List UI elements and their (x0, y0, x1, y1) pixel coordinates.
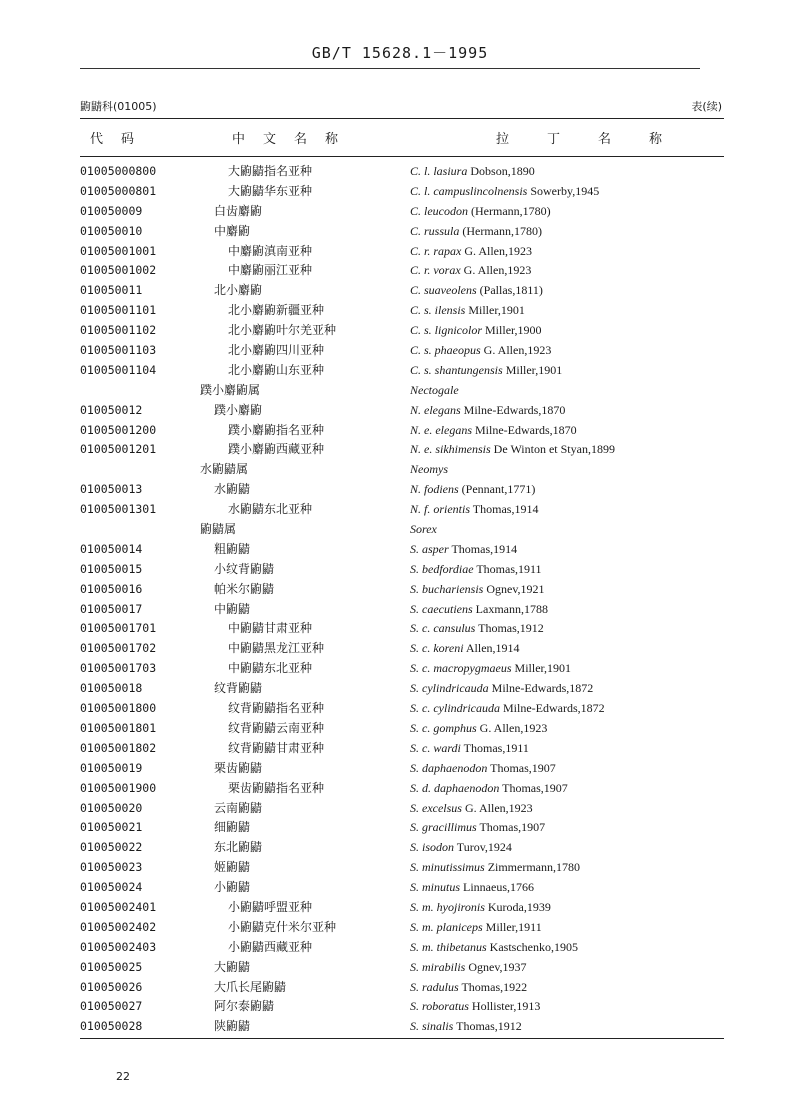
taxon-code: 01005000801 (80, 183, 157, 198)
chinese-name: 陕鼩鼱 (214, 1019, 251, 1034)
taxon-code: 010050024 (80, 880, 143, 895)
taxon-code: 01005001102 (80, 323, 157, 338)
authority: Kuroda,1939 (484, 899, 551, 914)
scientific-name: C. russula (410, 223, 460, 238)
table-row (80, 779, 724, 799)
scientific-name: Nectogale (410, 382, 459, 397)
latin-name (410, 421, 730, 441)
chinese-name: 纹背鼩鼱甘肃亚种 (228, 740, 325, 755)
header-latin-name: 拉丁名称 (496, 132, 701, 147)
scientific-name: S. isodon (410, 840, 455, 855)
chinese-name: 水鼩鼱属 (200, 462, 249, 477)
latin-name (410, 739, 730, 759)
latin-name (410, 540, 730, 560)
table-header-rule (80, 156, 724, 157)
authority: Thomas,1914 (470, 502, 539, 517)
chinese-name: 细鼩鼱 (214, 820, 251, 835)
authority: (Hermann,1780) (468, 203, 551, 218)
scientific-name: S. excelsus (410, 800, 462, 815)
latin-name (410, 838, 730, 858)
chinese-name: 姬鼩鼱 (214, 860, 251, 875)
scientific-name: C. suaveolens (410, 283, 477, 298)
chinese-name: 小纹背鼩鼱 (214, 561, 275, 576)
header-chinese-name: 中文名称 (232, 132, 357, 147)
authority: (Hermann,1780) (459, 223, 542, 238)
taxon-code: 010050009 (80, 203, 143, 218)
chinese-name: 纹背鼩鼱云南亚种 (228, 720, 325, 735)
authority: Milne-Edwards,1872 (499, 701, 605, 716)
taxon-code: 010050021 (80, 820, 143, 835)
authority: Thomas,1922 (458, 979, 528, 994)
chinese-name: 中麝鼩 (214, 223, 251, 238)
latin-name (410, 242, 730, 262)
table-row (80, 759, 724, 779)
latin-name (410, 321, 730, 341)
authority: Turov,1924 (454, 840, 512, 855)
scientific-name: N. f. orientis (410, 502, 471, 517)
chinese-name: 小鼩鼱 (214, 880, 251, 895)
latin-name (410, 182, 730, 202)
authority: Milne-Edwards,1870 (460, 402, 566, 417)
table-row (80, 898, 724, 918)
latin-name (410, 440, 730, 460)
table-row (80, 222, 724, 242)
scientific-name: S. roboratus (410, 999, 469, 1014)
scientific-name: S. minutus (410, 880, 461, 895)
table-row (80, 997, 724, 1017)
table-row (80, 580, 724, 600)
scientific-name: C. l. campuslincolnensis (410, 183, 528, 198)
chinese-name: 小鼩鼱克什米尔亚种 (228, 919, 337, 934)
authority: Laxmann,1788 (472, 601, 548, 616)
taxon-code: 01005001802 (80, 740, 157, 755)
latin-name (410, 381, 730, 401)
chinese-name: 北小麝鼩四川亚种 (228, 343, 325, 358)
taxon-code: 01005002403 (80, 939, 157, 954)
latin-name (410, 858, 730, 878)
latin-name (410, 639, 730, 659)
authority: Thomas,1907 (499, 780, 568, 795)
table-row (80, 321, 724, 341)
authority: Kastschenko,1905 (486, 939, 578, 954)
taxon-code: 010050014 (80, 541, 143, 556)
table-top-rule (80, 118, 724, 119)
table-row (80, 659, 724, 679)
latin-name (410, 938, 730, 958)
chinese-name: 中麝鼩滇南亚种 (228, 243, 313, 258)
chinese-name: 东北鼩鼱 (214, 840, 263, 855)
table-row (80, 858, 724, 878)
scientific-name: Sorex (410, 522, 437, 537)
table-row (80, 520, 724, 540)
taxon-code: 01005001801 (80, 720, 157, 735)
chinese-name: 鼩鼱属 (200, 522, 237, 537)
scientific-name: Neomys (410, 462, 448, 477)
latin-name (410, 619, 730, 639)
table-body (80, 162, 724, 1037)
scientific-name: S. cylindricauda (410, 681, 489, 696)
scientific-name: S. c. macropygmaeus (410, 661, 512, 676)
taxon-code: 01005002402 (80, 919, 157, 934)
taxon-code: 01005001001 (80, 243, 157, 258)
chinese-name: 大爪长尾鼩鼱 (214, 979, 287, 994)
chinese-name: 小鼩鼱呼盟亚种 (228, 899, 313, 914)
latin-name (410, 878, 730, 898)
scientific-name: S. buchariensis (410, 581, 484, 596)
table-row (80, 1017, 724, 1037)
scientific-name: C. s. ilensis (410, 303, 466, 318)
authority: Thomas,1911 (460, 740, 529, 755)
table-row (80, 719, 724, 739)
taxon-code: 01005001200 (80, 422, 157, 437)
authority: Dobson,1890 (467, 164, 535, 178)
taxon-code: 010050027 (80, 999, 143, 1014)
latin-name (410, 719, 730, 739)
table-row (80, 560, 724, 580)
latin-name (410, 480, 730, 500)
table-row (80, 679, 724, 699)
table-row (80, 440, 724, 460)
latin-name (410, 261, 730, 281)
taxon-code: 010050012 (80, 402, 143, 417)
scientific-name: C. r. vorax (410, 263, 461, 278)
scientific-name: S. m. thibetanus (410, 939, 487, 954)
latin-name (410, 341, 730, 361)
taxon-code: 010050020 (80, 800, 143, 815)
table-row (80, 421, 724, 441)
latin-name (410, 401, 730, 421)
chinese-name: 蹼小麝鼩指名亚种 (228, 422, 325, 437)
scientific-name: S. c. wardi (410, 740, 461, 755)
scientific-name: S. c. cylindricauda (410, 701, 500, 716)
chinese-name: 大鼩鼱指名亚种 (228, 164, 313, 178)
table-row (80, 480, 724, 500)
scientific-name: C. s. shantungensis (410, 362, 503, 377)
latin-name (410, 978, 730, 998)
table-row (80, 619, 724, 639)
family-label: 鼩鼱科(01005) (80, 100, 157, 113)
authority: Thomas,1911 (473, 561, 542, 576)
latin-name (410, 600, 730, 620)
taxon-code: 01005000800 (80, 164, 157, 178)
authority: (Pallas,1811) (476, 283, 543, 298)
table-row (80, 460, 724, 480)
chinese-name: 白齿麝鼩 (214, 203, 263, 218)
taxon-code: 01005001002 (80, 263, 157, 278)
table-row (80, 818, 724, 838)
taxon-code: 01005001702 (80, 641, 157, 656)
table-row (80, 918, 724, 938)
scientific-name: S. sinalis (410, 1019, 454, 1034)
continued-label: 表(续) (691, 100, 722, 113)
chinese-name: 北小麝鼩新疆亚种 (228, 303, 325, 318)
taxon-code: 010050017 (80, 601, 143, 616)
taxon-code: 010050018 (80, 681, 143, 696)
taxon-code: 01005001301 (80, 502, 157, 517)
latin-name (410, 818, 730, 838)
chinese-name: 栗齿鼩鼱指名亚种 (228, 780, 325, 795)
latin-name (410, 997, 730, 1017)
latin-name (410, 679, 730, 699)
taxon-code: 01005001900 (80, 780, 157, 795)
scientific-name: S. radulus (410, 979, 459, 994)
scientific-name: S. m. planiceps (410, 919, 483, 934)
authority: Thomas,1912 (475, 621, 544, 636)
taxon-code: 01005001104 (80, 362, 157, 377)
chinese-name: 中鼩鼱 (214, 601, 251, 616)
taxon-code: 01005002401 (80, 899, 157, 914)
authority: Miller,1911 (482, 919, 542, 934)
authority: Linnaeus,1766 (460, 880, 535, 895)
scientific-name: S. m. hyojironis (410, 899, 485, 914)
table-row (80, 401, 724, 421)
authority: Thomas,1907 (487, 760, 556, 775)
table-row (80, 600, 724, 620)
authority: G. Allen,1923 (480, 343, 552, 358)
table-row (80, 938, 724, 958)
chinese-name: 北小麝鼩 (214, 283, 263, 298)
chinese-name: 中鼩鼱黑龙江亚种 (228, 641, 325, 656)
scientific-name: N. e. sikhimensis (410, 442, 491, 457)
chinese-name: 粗鼩鼱 (214, 541, 251, 556)
taxon-code: 010050023 (80, 860, 143, 875)
scientific-name: C. s. lignicolor (410, 323, 483, 338)
table-row (80, 202, 724, 222)
scientific-name: S. d. daphaenodon (410, 780, 500, 795)
standard-number: GB/T 15628.1－1995 (311, 44, 489, 62)
table-row (80, 838, 724, 858)
table-row (80, 799, 724, 819)
authority: G. Allen,1923 (476, 720, 548, 735)
latin-name (410, 281, 730, 301)
latin-name (410, 580, 730, 600)
scientific-name: S. bedfordiae (410, 561, 474, 576)
scientific-name: C. r. rapax (410, 243, 462, 258)
header-code: 代码 (90, 132, 153, 147)
table-row (80, 381, 724, 401)
authority: Miller,1901 (465, 303, 525, 318)
latin-name (410, 500, 730, 520)
table-row (80, 242, 724, 262)
table-row (80, 540, 724, 560)
taxon-code: 01005001103 (80, 343, 157, 358)
scientific-name: N. elegans (410, 402, 461, 417)
table-row (80, 341, 724, 361)
taxon-code: 010050019 (80, 760, 143, 775)
latin-name (410, 301, 730, 321)
chinese-name: 阿尔泰鼩鼱 (214, 999, 275, 1014)
latin-name (410, 799, 730, 819)
taxon-code: 01005001800 (80, 701, 157, 716)
scientific-name: S. caecutiens (410, 601, 473, 616)
scientific-name: C. leucodon (410, 203, 468, 218)
taxon-code: 01005001701 (80, 621, 157, 636)
authority: Sowerby,1945 (527, 183, 600, 198)
latin-name (410, 918, 730, 938)
authority: Thomas,1914 (448, 541, 518, 556)
latin-name (410, 759, 730, 779)
scientific-name: S. mirabilis (410, 959, 466, 974)
chinese-name: 大鼩鼱 (214, 959, 251, 974)
chinese-name: 水鼩鼱 (214, 482, 251, 497)
authority: (Pennant,1771) (458, 482, 536, 497)
taxon-code: 010050022 (80, 840, 143, 855)
authority: G. Allen,1923 (461, 243, 533, 258)
chinese-name: 蹼小麝鼩西藏亚种 (228, 442, 325, 457)
latin-name (410, 659, 730, 679)
latin-name (410, 202, 730, 222)
latin-name (410, 898, 730, 918)
table-row (80, 301, 724, 321)
table-row (80, 182, 724, 202)
scientific-name: N. fodiens (410, 482, 459, 497)
table-row (80, 639, 724, 659)
chinese-name: 云南鼩鼱 (214, 800, 263, 815)
table-row (80, 162, 724, 182)
table-row (80, 978, 724, 998)
table-row (80, 261, 724, 281)
authority: Allen,1914 (463, 641, 520, 656)
chinese-name: 大鼩鼱华东亚种 (228, 183, 313, 198)
table-header (80, 128, 724, 150)
latin-name (410, 1017, 730, 1037)
chinese-name: 栗齿鼩鼱 (214, 760, 263, 775)
authority: Thomas,1912 (453, 1019, 522, 1034)
chinese-name: 蹼小麝鼩 (214, 402, 263, 417)
table-row (80, 281, 724, 301)
latin-name (410, 460, 730, 480)
chinese-name: 纹背鼩鼱指名亚种 (228, 701, 325, 716)
table-row (80, 500, 724, 520)
authority: Milne-Edwards,1870 (472, 422, 577, 437)
authority: G. Allen,1923 (461, 800, 533, 815)
chinese-name: 水鼩鼱东北亚种 (228, 502, 313, 517)
scientific-name: C. s. phaeopus (410, 343, 481, 358)
table-row (80, 878, 724, 898)
scientific-name: N. e. elegans (410, 422, 472, 437)
taxon-code: 010050010 (80, 223, 143, 238)
chinese-name: 北小麝鼩叶尔羌亚种 (228, 323, 337, 338)
authority: Zimmermann,1780 (484, 860, 581, 875)
authority: Miller,1900 (482, 323, 542, 338)
authority: Miller,1901 (502, 362, 563, 377)
latin-name (410, 779, 730, 799)
authority: Milne-Edwards,1872 (488, 681, 594, 696)
authority: Hollister,1913 (468, 999, 541, 1014)
authority: Ognev,1921 (483, 581, 545, 596)
latin-name (410, 162, 730, 182)
scientific-name: S. c. koreni (410, 641, 464, 656)
authority: Miller,1901 (511, 661, 572, 676)
taxon-code: 010050016 (80, 581, 143, 596)
scientific-name: S. asper (410, 541, 449, 556)
latin-name (410, 520, 730, 540)
scientific-name: S. gracillimus (410, 820, 477, 835)
authority: G. Allen,1923 (460, 263, 532, 278)
taxon-code: 010050025 (80, 959, 143, 974)
chinese-name: 纹背鼩鼱 (214, 681, 263, 696)
table-row (80, 739, 724, 759)
authority: Ognev,1937 (465, 959, 527, 974)
latin-name (410, 222, 730, 242)
taxon-code: 01005001201 (80, 442, 157, 457)
table-row (80, 958, 724, 978)
scientific-name: S. c. cansulus (410, 621, 476, 636)
chinese-name: 帕米尔鼩鼱 (214, 581, 275, 596)
taxon-code: 010050028 (80, 1019, 143, 1034)
chinese-name: 北小麝鼩山东亚种 (228, 362, 325, 377)
taxon-code: 01005001101 (80, 303, 157, 318)
taxon-code: 01005001703 (80, 661, 157, 676)
authority: De Winton et Styan,1899 (490, 442, 615, 457)
chinese-name: 中麝鼩丽江亚种 (228, 263, 313, 278)
table-row (80, 699, 724, 719)
latin-name (410, 560, 730, 580)
table-bottom-rule (80, 1038, 724, 1039)
taxon-code: 010050015 (80, 561, 143, 576)
chinese-name: 小鼩鼱西藏亚种 (228, 939, 313, 954)
scientific-name: S. minutissimus (410, 860, 485, 875)
latin-name (410, 361, 730, 381)
authority: Thomas,1907 (476, 820, 546, 835)
latin-name (410, 958, 730, 978)
chinese-name: 中鼩鼱东北亚种 (228, 661, 313, 676)
scientific-name: C. l. lasiura (410, 164, 468, 178)
taxon-code: 010050013 (80, 482, 143, 497)
page-number: 22 (116, 1070, 130, 1083)
header-rule (80, 68, 700, 69)
taxon-code: 010050026 (80, 979, 143, 994)
table-row (80, 361, 724, 381)
chinese-name: 蹼小麝鼩属 (200, 382, 261, 397)
scientific-name: S. c. gomphus (410, 720, 477, 735)
latin-name (410, 699, 730, 719)
scientific-name: S. daphaenodon (410, 760, 488, 775)
chinese-name: 中鼩鼱甘肃亚种 (228, 621, 313, 636)
taxon-code: 010050011 (80, 283, 143, 298)
